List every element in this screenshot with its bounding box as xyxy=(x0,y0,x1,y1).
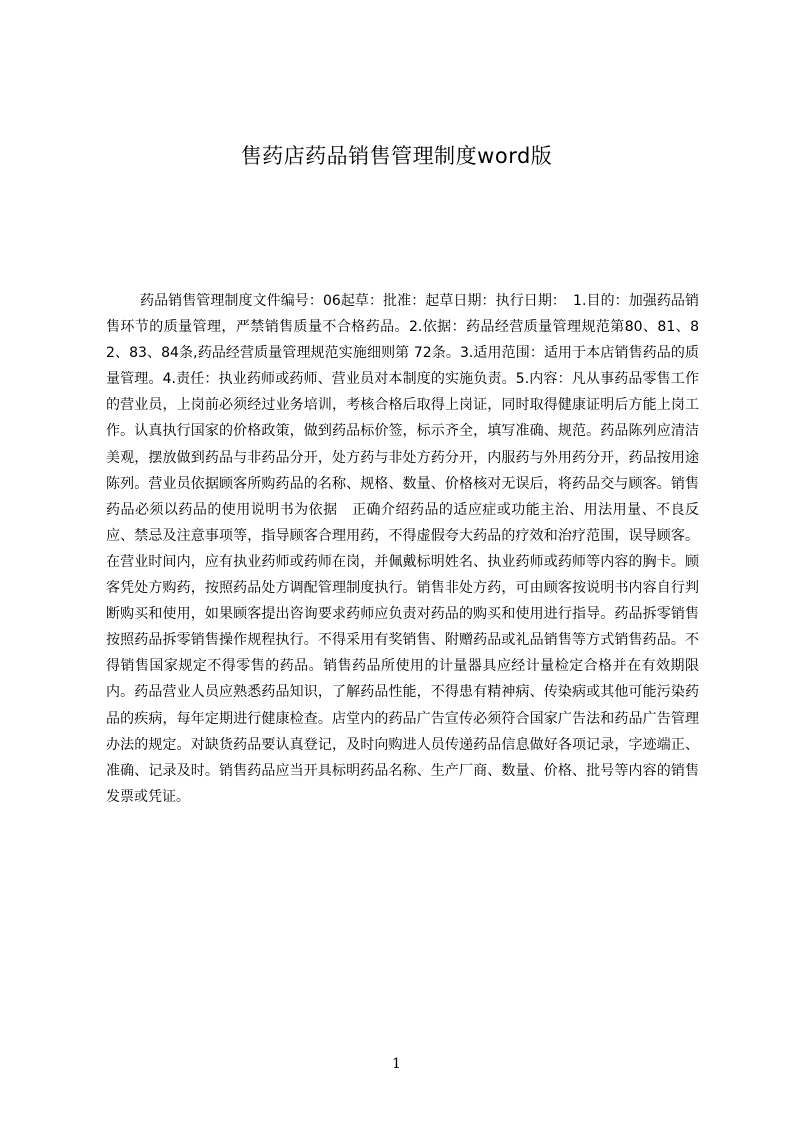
document-body-paragraph: 药品销售管理制度文件编号：06起草：批准：起草日期：执行日期： 1.目的：加强药品销售环节的质量管理，严禁销售质量不合格药品。2.依据：药品经营质量管理规范第80、81、82、83、84条,药品经营质量管理规范实施细则第 72条。3.适用范围：适用于本店销售药品的质量管理。4.责任：执业药师或药师、营业员对本制度的实施负责。5.内容：凡从事药品零售工作的营业员，上岗前必须经过业务培训，考核合格后取得上岗证，同时取得健康证明后方能上岗工作。认真执行国家的价格政策，做到药品标价签，标示齐全，填写准确、规范。药品陈列应清洁美观，摆放做到药品与非药品分开，处方药与非处方药分开，内服药与外用药分开，药品按用途陈列。营业员依据顾客所购药品的名称、规格、数量、价格核对无误后，将药品交与顾客。销售药品必须以药品的使用说明书为依据 正确介绍药品的适应症或功能主治、用法用量、不良反应、禁忌及注意事项等，指导顾客合理用药，不得虚假夸大药品的疗效和治疗范围，误导顾客。在营业时间内，应有执业药师或药师在岗，并佩戴标明姓名、执业药师或药师等内容的胸卡。顾客凭处方购药，按照药品处方调配管理制度执行。销售非处方药，可由顾客按说明书内容自行判断购买和使用，如果顾客提出咨询要求药师应负责对药品的购买和使用进行指导。药品拆零销售按照药品拆零销售操作规程执行。不得采用有奖销售、附赠药品或礼品销售等方式销售药品。不得销售国家规定不得零售的药品。销售药品所使用的计量器具应经计量检定合格并在有效期限内。药品营业人员应熟悉药品知识，了解药品性能，不得患有精神病、传染病或其他可能污染药品的疾病，每年定期进行健康检查。店堂内的药品广告宣传必须符合国家广告法和药品广告管理办法的规定。对缺货药品要认真登记，及时向购进人员传递药品信息做好各项记录，字迹端正、准确、记录及时。销售药品应当开具标明药品名称、生产厂商、数量、价格、批号等内容的销售发票或凭证。 xyxy=(106,293,699,805)
document-title: 售药店药品销售管理制度word版 xyxy=(240,144,553,168)
page-number: 1 xyxy=(392,1056,401,1072)
